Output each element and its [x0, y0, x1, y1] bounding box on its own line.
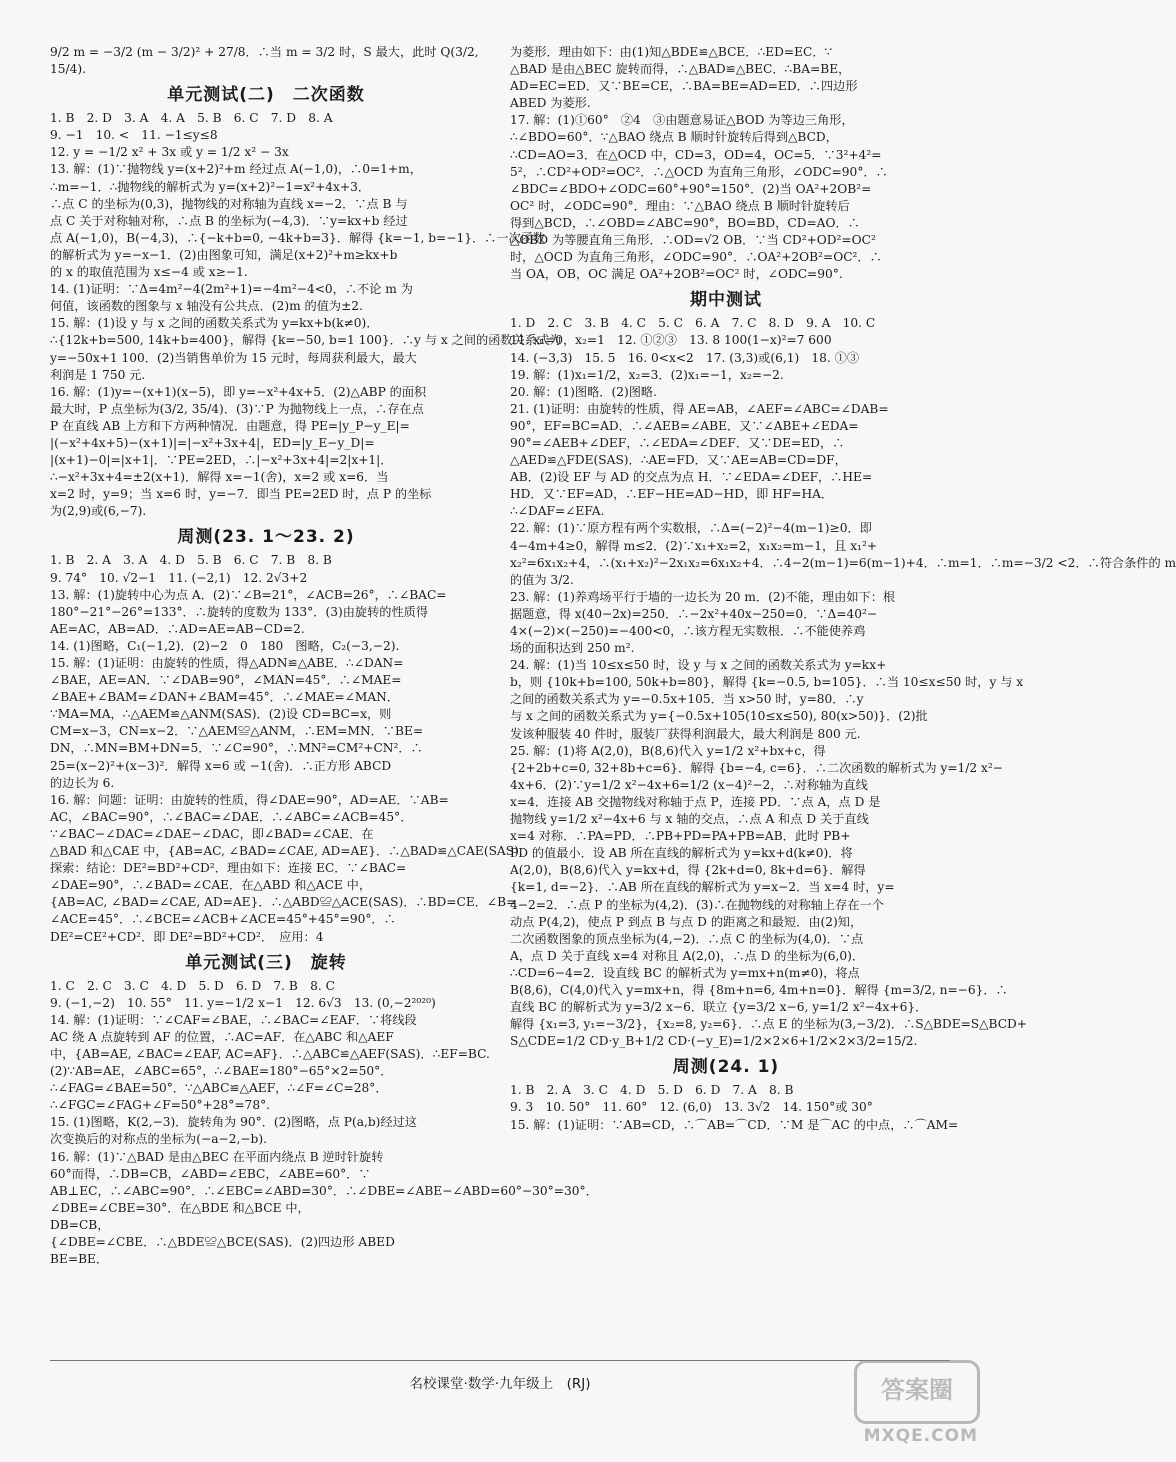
answer-line: ∴{12k+b=500, 14k+b=400}，解得 {k=−50, b=1 100}．∴y 与 x 之间的函数关系式为: [50, 333, 562, 348]
answer-line: 4×(−2)×(−250)=−400<0，∴该方程无实数根．∴不能使养鸡: [510, 624, 866, 638]
answer-line: OC² 时，∠ODC=90°．理由：∵△BAO 绕点 B 顺时针旋转后: [510, 198, 850, 213]
answer-line: 14. (−3,3) 15. 5 16. 0<x<2 17. (3,3)或(6,1) 18. ①③: [510, 350, 860, 365]
answer-line: 点 C 关于对称轴对称，∴点 B 的坐标为(−4,3)．∵y=kx+b 经过: [50, 213, 408, 228]
answer-line: x=2 时，y=9；当 x=6 时，y=−7．即当 PE=2ED 时，点 P 的坐标: [50, 487, 432, 502]
answer-line: 9. 3 10. 50° 11. 60° 12. (6,0) 13. 3√2 14. 150°或 30°: [510, 1100, 873, 1115]
answer-line: 15/4).: [50, 62, 86, 77]
watermark: [830, 1360, 980, 1446]
answer-line: 场的面积达到 250 m².: [510, 641, 635, 656]
answer-line: 点 A(−1,0)，B(−4,3)，∴{−k+b=0, −4k+b=3}．解得 {k=−1, b=−1}．∴一次函数: [50, 230, 546, 245]
footer-divider: [50, 1360, 950, 1361]
answer-line: ∠BAE，AE=AN．∵∠DAB=90°，∠MAN=45°．∴∠MAE=: [50, 673, 402, 688]
answer-line: AB⊥EC，∴∠ABC=90°．∴∠EBC=∠ABD=30°．∴∠DBE=∠ABE−∠ABD=60°−30°=30°．: [50, 1183, 598, 1198]
answer-line: 13. 解：(1)∵抛物线 y=(x+2)²+m 经过点 A(−1,0)，∴0=1+m，: [50, 162, 422, 177]
answer-line: DB=CB，: [50, 1217, 110, 1232]
answer-line: 60°而得，∴DB=CB，∠ABD=∠EBC，∠ABE=60°．∵: [50, 1166, 371, 1181]
answer-line: 24. 解：(1)当 10≤x≤50 时，设 y 与 x 之间的函数关系式为 y=kx+: [510, 658, 887, 673]
answer-line: 9/2 m = −3/2 (m − 3/2)² + 27/8．∴当 m = 3/2 时，S 最大，此时 Q(3/2,: [50, 45, 479, 59]
answer-line: (2)∵AB=AE，∠ABC=65°，∴∠BAE=180°−65°×2=50°．: [50, 1064, 393, 1079]
answer-line: HD．又∵EF=AD，∴EF−HE=AD−HD，即 HF=HA．: [510, 487, 834, 502]
answer-line: b，则 {10k+b=100, 50k+b=80}，解得 {k=−0.5, b=105}．∴当 10≤x≤50 时，y 与 x: [510, 675, 1024, 690]
answer-line: 时，△OCD 为直角三角形，∠ODC=90°．∴OA²+2OB²=OC²．∴: [510, 250, 882, 265]
answer-line: 次变换后的对称点的坐标为(−a−2,−b).: [50, 1132, 267, 1147]
page-footer: 名校课堂·数学·九年级上 (RJ): [409, 1376, 591, 1392]
answer-line: 15. 解：(1)证明：由旋转的性质，得△ADN≌△ABE．∴∠DAN=: [50, 656, 404, 670]
answer-line: A(2,0)，B(8,6)代入 y=kx+d，得 {2k+d=0, 8k+d=6}．解得: [510, 863, 866, 878]
answer-line: CM=x−3，CN=x−2．∵△AEM≌△ANM，∴EM=MN．∵BE=: [50, 724, 424, 739]
answer-line: 4−4m+4≥0，解得 m≤2．(2)∵x₁+x₂=2，x₁x₂=m−1，且 x₁²+: [510, 538, 878, 553]
answer-line: 据题意，得 x(40−2x)=250．∴−2x²+40x−250=0．∵Δ=40²−: [510, 606, 878, 621]
answer-line: 14. 解：(1)证明：∵∠CAF=∠BAE，∴∠BAC=∠EAF．∵将线段: [50, 1012, 417, 1027]
answer-line: B(8,6)，C(4,0)代入 y=mx+n，得 {8m+n=6, 4m+n=0}．解得 {m=3/2, n=−6}．∴: [510, 982, 1008, 997]
answer-line: ∴∠DAF=∠EFA.: [510, 504, 605, 519]
answer-line: 当 OA，OB，OC 满足 OA²+2OB²=OC² 时，∠ODC=90°.: [510, 267, 843, 282]
answer-line: ∵∠BAC−∠DAC=∠DAE−∠DAC，即∠BAD=∠CAE．在: [50, 826, 374, 841]
answer-line: ∵MA=MA，∴△AEM≌△ANM(SAS)．(2)设 CD=BC=x，则: [50, 707, 392, 722]
answer-line: ∠BDC=∠BDO+∠ODC=60°+90°=150°．(2)当 OA²+2OB²=: [510, 181, 872, 196]
answer-line: 为(2,9)或(6,−7).: [50, 504, 147, 519]
answer-line: 14. (1)证明：∵Δ=4m²−4(2m²+1)=−4m²−4<0，∴不论 m 为: [50, 282, 413, 297]
answer-line: 中，{AB=AE, ∠BAC=∠EAF, AC=AF}．∴△ABC≌△AEF(SAS)．∴EF=BC.: [50, 1046, 490, 1061]
answer-line: 9. −1 10. < 11. −1≤y≤8: [50, 128, 218, 143]
answer-line: 4x+6．(2)∵y=1/2 x²−4x+6=1/2 (x−4)²−2，∴对称轴为直线: [510, 777, 868, 792]
answer-line: ∠DBE=∠CBE=30°．在△BDE 和△BCE 中，: [50, 1200, 310, 1215]
answer-line: 25=(x−2)²+(x−3)²．解得 x=6 或 −1(舍)．∴正方形 ABCD: [50, 758, 392, 773]
answer-line: {∠DBE=∠CBE．∴△BDE≌△BCE(SAS)．(2)四边形 ABED: [50, 1235, 395, 1249]
answer-line: 直线 BC 的解析式为 y=3/2 x−6．联立 {y=3/2 x−6, y=1/2 x²−4x+6}．: [510, 1000, 928, 1015]
answer-line: 二次函数图象的顶点坐标为(4,−2)．∴点 C 的坐标为(4,0)．∵点: [510, 931, 864, 946]
answer-line: {k=1, d=−2}．∴AB 所在直线的解析式为 y=x−2．当 x=4 时，y=: [510, 880, 895, 895]
answer-line: 22. 解：(1)∵原方程有两个实数根，∴Δ=(−2)²−4(m−1)≥0．即: [510, 521, 872, 536]
answer-line: ∠DAE=90°，∴∠BAD=∠CAE．在△ABD 和△ACE 中，: [50, 878, 372, 893]
answer-line: y=−50x+1 100．(2)当销售单价为 15 元时，每周获利最大，最大: [50, 350, 417, 365]
answer-line: 16. 解：(1)∵△BAD 是由△BEC 在平面内绕点 B 逆时针旋转: [50, 1149, 384, 1164]
answer-line: 得到△BCD，∴∠OBD=∠ABC=90°，BO=BD，CD=AO．∴: [510, 215, 860, 230]
answer-line: 发该种服装 40 件时，服装厂获得利润最大，最大利润是 800 元.: [510, 726, 861, 741]
answer-line: 的 x 的取值范围为 x≤−4 或 x≥−1.: [50, 265, 248, 280]
answer-line: 1. B 2. A 3. A 4. D 5. B 6. C 7. B 8. B: [50, 553, 332, 568]
answer-line: 9. 74° 10. √2−1 11. (−2,1) 12. 2√3+2: [50, 570, 308, 585]
answer-line: DN，∴MN=BM+DN=5．∵∠C=90°，∴MN²=CM²+CN²．∴: [50, 741, 423, 756]
answer-line: ∴∠BDO=60°．∵△BAO 绕点 B 顺时针旋转后得到△BCD，: [510, 130, 838, 145]
answer-line: |(x+1)−0|=|x+1|．∵PE=2ED，∴|−x²+3x+4|=2|x+1|．: [50, 453, 393, 468]
answer-line: 4−2=2．∴点 P 的坐标为(4,2)．(3)∴在抛物线的对称轴上存在一个: [510, 897, 884, 912]
answer-line: 90°，EF=BC=AD．∴∠AEB=∠ABE．又∵∠ABE+∠EDA=: [510, 418, 859, 433]
answer-line: 23. 解：(1)养鸡场平行于墙的一边长为 20 m．(2)不能，理由如下：根: [510, 589, 896, 604]
answer-line: ∴∠FAG=∠BAE=50°．∵△ABC≌△AEF，∴∠F=∠C=28°．: [50, 1081, 388, 1096]
answer-line: A，点 D 关于直线 x=4 对称且 A(2,0)，∴点 D 的坐标为(6,0)．: [510, 948, 865, 963]
answer-line: ∴CD=AO=3．在△OCD 中，CD=3，OD=4，OC=5．∵3²+4²=: [510, 147, 882, 162]
section-heading: 周测(23. 1～23. 2): [177, 527, 355, 548]
answer-line: △BAD 是由△BEC 旋转而得，∴△BAD≌△BEC．∴BA=BE，: [510, 62, 851, 77]
answer-line: ∴∠FGC=∠FAG+∠F=50°+28°=78°.: [50, 1098, 271, 1113]
answer-line: △BAD 和△CAE 中，{AB=AC, ∠BAD=∠CAE, AD=AE}．∴△BAD≌△CAE(SAS).: [50, 844, 523, 859]
answer-line: 与 x 之间的函数关系式为 y={−0.5x+105(10≤x≤50), 80(x>50)}．(2)批: [510, 709, 928, 724]
answer-line: 15. 解：(1)设 y 与 x 之间的函数关系式为 y=kx+b(k≠0)．: [50, 316, 379, 331]
answer-line: x=4 对称．∴PA=PD．∴PB+PD=PA+PB=AB．此时 PB+: [510, 829, 851, 844]
answer-line: 1. B 2. D 3. A 4. A 5. B 6. C 7. D 8. A: [50, 111, 333, 126]
answer-line: 13. 解：(1)旋转中心为点 A．(2)∵∠B=21°，∠ACB=26°，∴∠BAC=: [50, 587, 447, 602]
right-column: [510, 44, 1176, 1134]
answer-line: 15. (1)图略，K(2,−3)．旋转角为 90°．(2)图略，点 P(a,b)经过这: [50, 1115, 417, 1130]
answer-line: AB．(2)设 EF 与 AD 的交点为点 H．∵∠EDA=∠DEF，∴HE=: [510, 470, 873, 485]
answer-line: 21. (1)证明：由旋转的性质，得 AE=AB，∠AEF=∠ABC=∠DAB=: [510, 401, 889, 416]
answer-line: 利润是 1 750 元.: [50, 367, 146, 382]
answer-line: 180°−21°−26°=133°．∴旋转的度数为 133°．(3)由旋转的性质得: [50, 604, 429, 619]
answer-line: S△CDE=1/2 CD·y_B+1/2 CD·(−y_E)=1/2×2×6+1/2×2×3/2=15/2.: [510, 1034, 918, 1049]
answer-line: 9. (−1,−2) 10. 55° 11. y=−1/2 x−1 12. 6√3 13. (0,−2²⁰²⁰): [50, 995, 436, 1010]
answer-line: P 在直线 AB 上方和下方两种情况．由题意，得 PE=|y_P−y_E|=: [50, 418, 410, 433]
answer-line: 最大时，P 点坐标为(3/2, 35/4)．(3)∵P 为抛物线上一点，∴存在点: [50, 401, 424, 416]
answer-line: 的边长为 6.: [50, 775, 115, 790]
answer-line: DE²=CE²+CD²．即 DE²=BD²+CD²． 应用：4: [50, 929, 324, 944]
answer-line: △OBD 为等腰直角三角形．∴OD=√2 OB．∵当 CD²+OD²=OC²: [510, 233, 876, 248]
answer-line: ∴−x²+3x+4=±2(x+1)．解得 x=−1(舍)，x=2 或 x=6．当: [50, 470, 389, 485]
answer-line: 动点 P(4,2)，使点 P 到点 B 与点 D 的距离之和最短．由(2)知，: [510, 914, 863, 929]
answer-line: PD 的值最小．设 AB 所在直线的解析式为 y=kx+d(k≠0)．将: [510, 846, 853, 861]
answer-line: 25. 解：(1)将 A(2,0)，B(8,6)代入 y=1/2 x²+bx+c，得: [510, 743, 826, 758]
answer-line: 5²，∴CD²+OD²=OC²．∴△OCD 为直角三角形，∠ODC=90°．∴: [510, 164, 888, 179]
answer-line: |(−x²+4x+5)−(x+1)|=|−x²+3x+4|，ED=|y_E−y_D|=: [50, 435, 375, 450]
answer-line: 何值，该函数的图象与 x 轴没有公共点．(2)m 的值为±2.: [50, 299, 363, 314]
answer-line: ∠ACE=45°．∴∠BCE=∠ACB+∠ACE=45°+45°=90°．∴: [50, 912, 396, 927]
answer-line: 解得 {x₁=3, y₁=−3/2}，{x₂=8, y₂=6}．∴点 E 的坐标为(3,−3/2)．∴S△BDE=S△BCD+: [510, 1017, 1028, 1032]
answer-line: 1. D 2. C 3. B 4. C 5. C 6. A 7. C 8. D 9. A 10. C: [510, 316, 876, 331]
answer-line: 的值为 3/2.: [510, 572, 574, 587]
answer-line: 抛物线 y=1/2 x²−4x+6 与 x 轴的交点，∴点 A 和点 D 关于直线: [510, 812, 869, 827]
answer-line: 16. 解：(1)y=−(x+1)(x−5)，即 y=−x²+4x+5．(2)△ABP 的面积: [50, 384, 427, 399]
answer-line: 17. 解：(1)①60° ②4 ③由题意易证△BOD 为等边三角形，: [510, 113, 854, 128]
answer-line: ABED 为菱形.: [510, 96, 591, 111]
answer-line: {AB=AC, ∠BAD=∠CAE, AD=AE}．∴△ABD≌△ACE(SAS)．∴BD=CE．∠B=: [50, 895, 517, 910]
answer-line: BE=BE．: [50, 1252, 109, 1267]
answer-line: 19. 解：(1)x₁=1/2，x₂=3．(2)x₁=−1，x₂=−2.: [510, 367, 784, 382]
answer-line: AC，∠BAC=90°，∴∠BAC=∠DAE．∴∠ABC=∠ACB=45°．: [50, 809, 413, 824]
watermark-logo: 答案圈: [854, 1360, 980, 1424]
watermark-url: MXQE.COM: [863, 1426, 978, 1446]
answer-line: 1. C 2. C 3. C 4. D 5. D 6. D 7. B 8. C: [50, 978, 335, 993]
answer-line: 16. 解：问题：证明：由旋转的性质，得∠DAE=90°，AD=AE．∵AB=: [50, 792, 449, 807]
answer-line: AE=AC，AB=AD．∴AD=AE=AB−CD=2.: [50, 621, 305, 636]
answer-line: 15. 解：(1)证明：∵AB=CD，∴⌒AB=⌒CD．∵M 是⌒AC 的中点，∴⌒AM=: [510, 1117, 959, 1132]
answer-line: {2+2b+c=0, 32+8b+c=6}．解得 {b=−4, c=6}．∴二次函数的解析式为 y=1/2 x²−: [510, 760, 1004, 775]
answer-line: AD=EC=ED．又∵BE=CE，∴BA=BE=AD=ED．∴四边形: [510, 79, 858, 94]
answer-line: ∴点 C 的坐标为(0,3)，抛物线的对称轴为直线 x=−2．∵点 B 与: [50, 196, 408, 211]
answer-line: AC 绕 A 点旋转到 AF 的位置，∴AC=AF．在△ABC 和△AEF: [50, 1029, 394, 1044]
answer-line: △AED≌△FDE(SAS)．∴AE=FD．又∵AE=AB=CD=DF，: [510, 453, 847, 468]
answer-line: 探索：结论：DE²=BD²+CD²．理由如下：连接 EC．∵∠BAC=: [50, 861, 407, 876]
answer-line: 90°=∠AEB+∠DEF，∴∠EDA=∠DEF．又∵DE=ED，∴: [510, 435, 845, 450]
answer-line: ∠BAE+∠BAM=∠DAN+∠BAM=45°．∴∠MAE=∠MAN．: [50, 690, 399, 705]
section-heading: 周测(24. 1): [672, 1057, 780, 1078]
answer-line: 11. x₁=0，x₂=1 12. ①②③ 13. 8 100(1−x)²=7 600: [510, 333, 832, 348]
answer-line: x₂²=6x₁x₂+4，∴(x₁+x₂)²−2x₁x₂=6x₁x₂+4．∴4−2(m−1)=6(m−1)+4．∴m=1．∴m=−3/2 <2．∴符合条件的 m: [510, 555, 1176, 570]
section-heading: 单元测试(三) 旋转: [185, 952, 347, 973]
answer-line: ∴m=−1．∴抛物线的解析式为 y=(x+2)²−1=x²+4x+3．: [50, 179, 371, 194]
answer-line: 的解析式为 y=−x−1．(2)由图象可知，满足(x+2)²+m≥kx+b: [50, 247, 398, 262]
section-heading: 期中测试: [690, 290, 762, 311]
answer-line: 为菱形．理由如下：由(1)知△BDE≌△BCE．∴ED=EC．∵: [510, 45, 833, 59]
answer-line: 1. B 2. A 3. C 4. D 5. D 6. D 7. A 8. B: [510, 1083, 794, 1098]
answer-line: 20. 解：(1)图略．(2)图略.: [510, 384, 657, 399]
answer-line: 12. y = −1/2 x² + 3x 或 y = 1/2 x² − 3x: [50, 145, 289, 160]
answer-line: x=4．连接 AB 交抛物线对称轴于点 P，连接 PD．∵点 A，点 D 是: [510, 794, 881, 809]
section-heading: 单元测试(二) 二次函数: [167, 85, 365, 106]
answer-line: 14. (1)图略，C₁(−1,2)．(2)−2 0 180 图略，C₂(−3,−2).: [50, 638, 400, 653]
answer-line: 之间的函数关系式为 y=−0.5x+105．当 x>50 时，y=80．∴y: [510, 692, 864, 707]
answer-line: ∴CD=6−4=2．设直线 BC 的解析式为 y=mx+n(m≠0)，将点: [510, 965, 860, 980]
